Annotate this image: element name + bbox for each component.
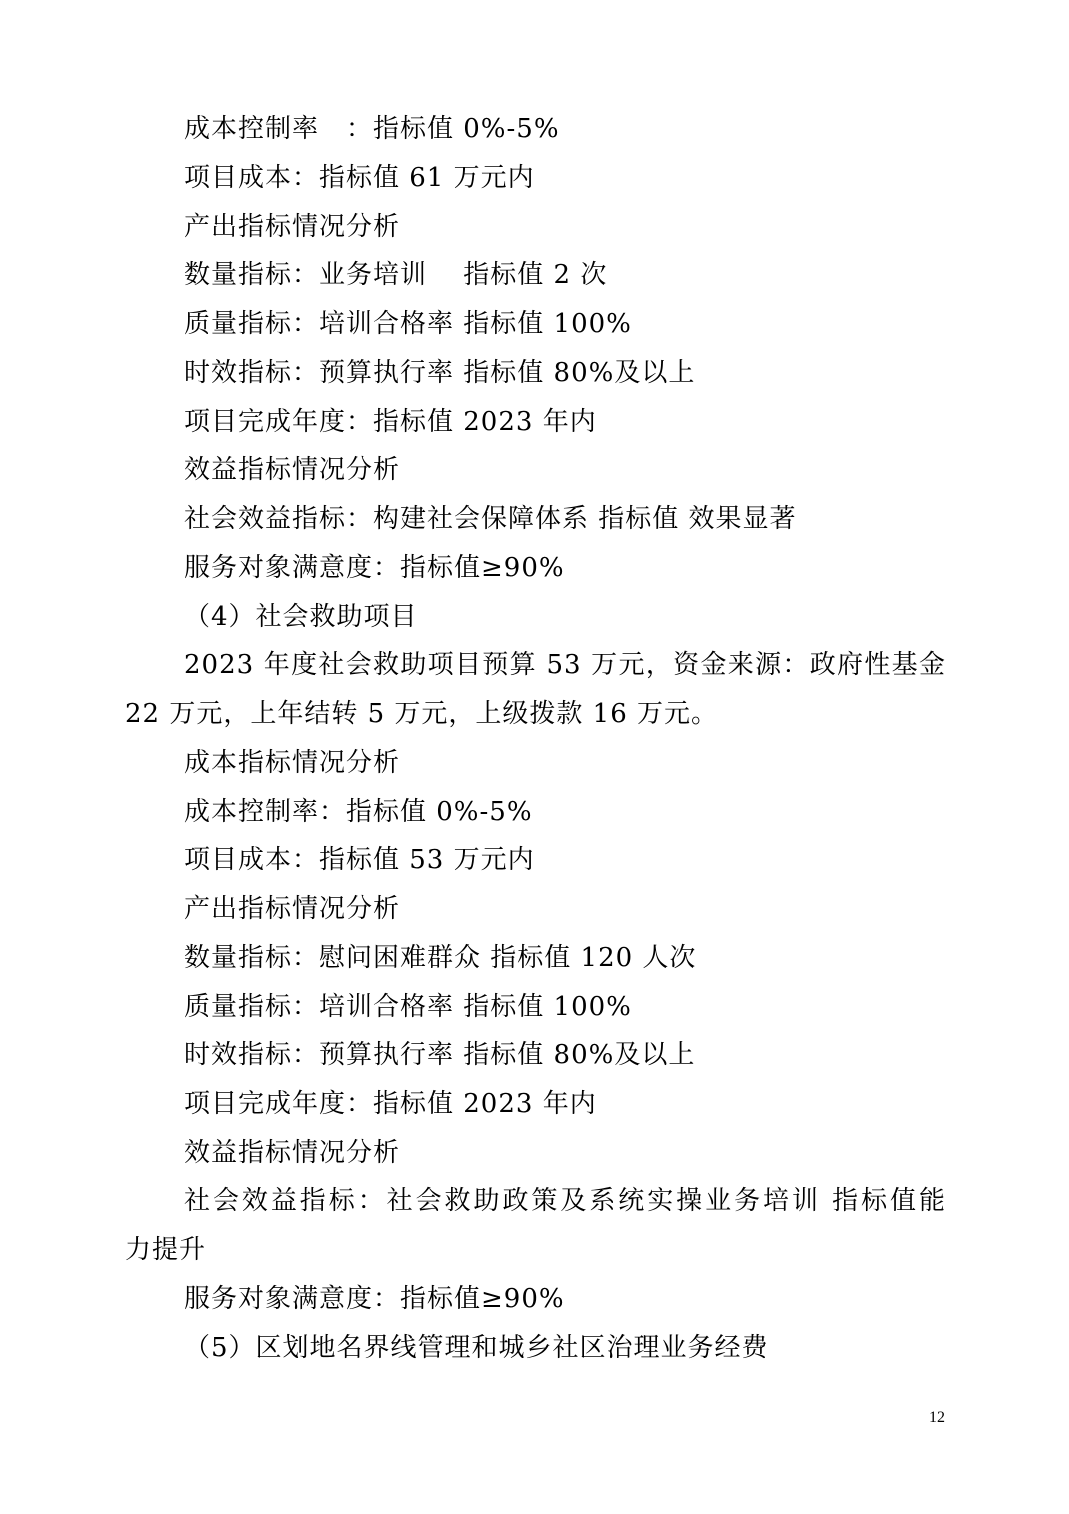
- text-line: 时效指标：预算执行率 指标值 80%及以上: [184, 358, 696, 388]
- page-number: 12: [929, 1409, 945, 1426]
- text-line: 项目完成年度：指标值 2023 年内: [184, 407, 597, 437]
- text-line: 质量指标：培训合格率 指标值 100%: [184, 992, 632, 1022]
- text-line: 成本控制率 ：指标值 0%-5%: [184, 114, 560, 144]
- section-heading: 效益指标情况分析: [184, 1138, 401, 1168]
- section-heading: 效益指标情况分析: [184, 455, 401, 485]
- text-line: 社会效益指标：构建社会保障体系 指标值 效果显著: [184, 504, 797, 534]
- item-heading: （4）社会救助项目: [184, 602, 418, 632]
- section-heading: 产出指标情况分析: [184, 212, 401, 242]
- text-line: 服务对象满意度：指标值≥90%: [184, 1284, 565, 1314]
- section-heading: 产出指标情况分析: [184, 894, 401, 924]
- text-line: 数量指标：慰问困难群众 指标值 120 人次: [184, 943, 697, 973]
- item-heading: （5）区划地名界线管理和城乡社区治理业务经费: [184, 1333, 769, 1363]
- text-line: 项目成本：指标值 61 万元内: [184, 163, 535, 193]
- text-line: 成本控制率：指标值 0%-5%: [184, 797, 533, 827]
- text-line: 服务对象满意度：指标值≥90%: [184, 553, 565, 583]
- text-line: 项目成本：指标值 53 万元内: [184, 845, 535, 875]
- text-line: 数量指标：业务培训 指标值 2 次: [184, 260, 608, 290]
- paragraph-line: 2023 年度社会救助项目预算 53 万元，资金来源：政府性基金: [184, 650, 946, 680]
- text-line: 时效指标：预算执行率 指标值 80%及以上: [184, 1040, 696, 1070]
- paragraph-line: 力提升: [125, 1235, 207, 1265]
- paragraph-line: 22 万元，上年结转 5 万元，上级拨款 16 万元。: [125, 699, 719, 729]
- text-line: 质量指标：培训合格率 指标值 100%: [184, 309, 632, 339]
- paragraph-line: 社会效益指标：社会救助政策及系统实操业务培训 指标值能: [184, 1186, 946, 1216]
- section-heading: 成本指标情况分析: [184, 748, 401, 778]
- text-line: 项目完成年度：指标值 2023 年内: [184, 1089, 597, 1119]
